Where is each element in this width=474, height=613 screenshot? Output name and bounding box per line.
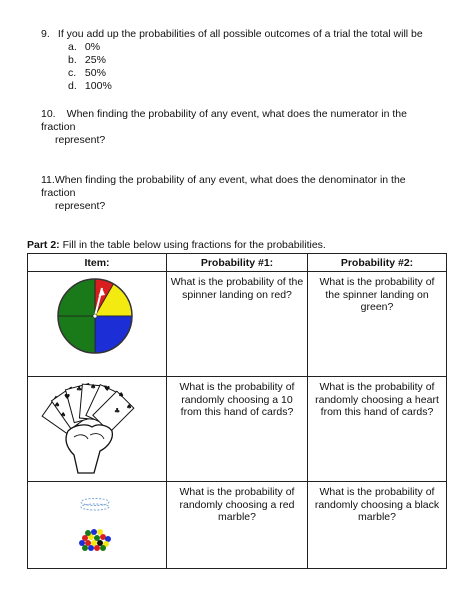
question-11: 11.When finding the probability of any event, what does the denominator in the fraction represent?: [41, 174, 406, 212]
marble-black-question: What is the probability of randomly choosing a black marble?: [308, 482, 447, 569]
svg-text:♣: ♣: [114, 407, 121, 415]
probability-table: [27, 253, 447, 569]
question-9: [41, 28, 423, 93]
svg-text:♣: ♣: [76, 385, 83, 393]
option-b: b. 25%: [68, 54, 106, 66]
question-9-options: [68, 41, 423, 93]
marble-jar-icon: [28, 482, 162, 564]
cards-heart-question: What is the probability of randomly choosing a heart from this hand of cards?: [308, 377, 447, 482]
svg-text:♥: ♥: [64, 393, 71, 401]
question-10: 10. When finding the probability of any event, what does the numerator in the fraction represent?: [41, 108, 407, 146]
svg-text:♠: ♠: [126, 403, 133, 411]
part-2-heading: Part 2: Fill in the table below using fractions for the probabilities.: [27, 239, 326, 251]
table-row: [28, 377, 447, 482]
header-probability-2: Probability #2:: [308, 254, 447, 272]
table-row: [28, 482, 447, 569]
spinner-green-question: What is the probability of the spinner landing on green?: [308, 272, 447, 377]
item-cell-marbles: [28, 482, 167, 569]
option-c: c. 50%: [68, 67, 106, 79]
spinner-red-question: What is the probability of the spinner landing on red?: [167, 272, 308, 377]
question-9-stem: 9. If you add up the probabilities of all possible outcomes of a trial the total will be: [41, 28, 423, 40]
item-cell-spinner: [28, 272, 167, 377]
cards-ten-question: What is the probability of randomly choosing a 10 from this hand of cards?: [167, 377, 308, 482]
marble-red-question: What is the probability of randomly choosing a red marble?: [167, 482, 308, 569]
svg-text:♥: ♥: [104, 385, 111, 393]
option-d: d. 100%: [68, 80, 112, 92]
table-row: [28, 272, 447, 377]
spinner-icon: [28, 272, 162, 372]
svg-text:♠: ♠: [118, 391, 125, 399]
svg-text:♠: ♠: [54, 401, 61, 409]
svg-text:♠: ♠: [60, 411, 67, 419]
option-a: a. 0%: [68, 41, 101, 53]
hand-of-cards-icon: [28, 377, 162, 477]
item-cell-cards: [28, 377, 167, 482]
header-item: Item:: [28, 254, 167, 272]
table-header-row: [28, 254, 447, 272]
header-probability-1: Probability #1:: [167, 254, 308, 272]
svg-text:♠: ♠: [90, 383, 97, 391]
